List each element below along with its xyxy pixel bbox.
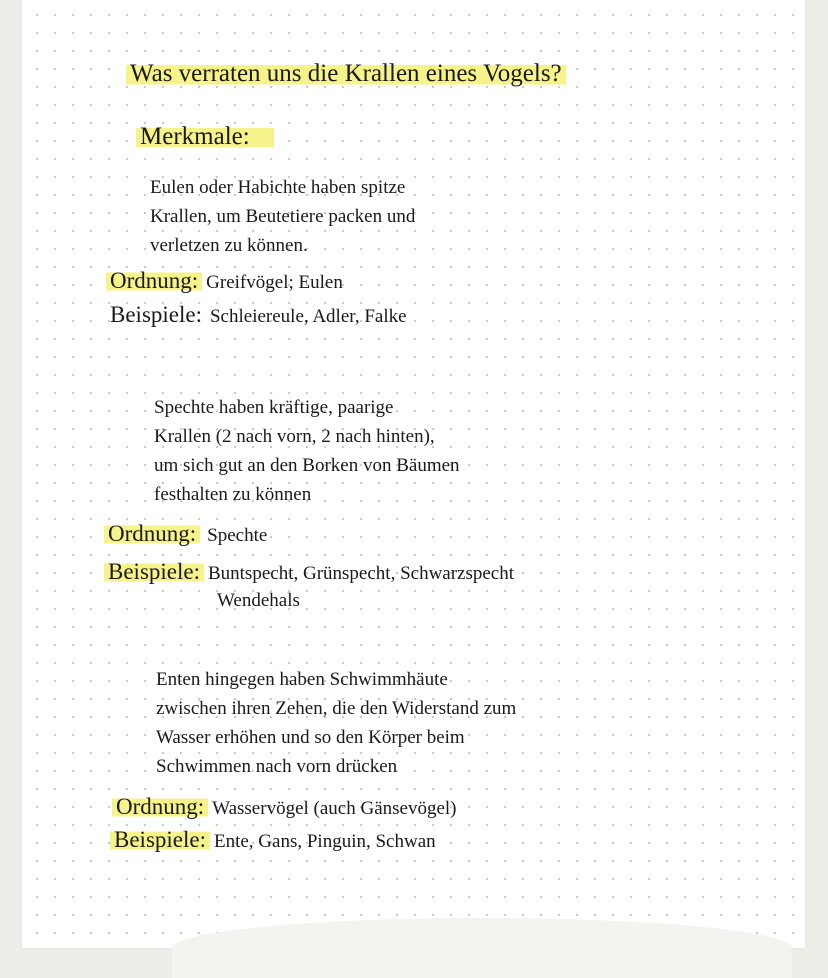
description-line: verletzen zu können.: [150, 235, 308, 256]
beispiele-value: Buntspecht, Grünspecht, Schwarzspecht: [207, 563, 515, 584]
beispiele-label: Beispiele:: [110, 302, 202, 327]
ordnung-label: Ordnung:: [112, 794, 208, 819]
beispiele-value: Ente, Gans, Pinguin, Schwan: [213, 831, 436, 852]
heading-highlight: Merkmale:: [136, 123, 274, 150]
description-line: Krallen (2 nach vorn, 2 nach hinten),: [154, 426, 435, 447]
group-3-ordnung-row: [112, 794, 457, 820]
beispiele-value: Schleiereule, Adler, Falke: [209, 306, 407, 327]
beispiele-label: Beispiele:: [104, 559, 204, 584]
ordnung-value: Wasservögel (auch Gänsevögel): [212, 798, 457, 819]
note-page: [22, 0, 805, 948]
ordnung-value: Greifvögel; Eulen: [206, 272, 343, 293]
description-line: zwischen ihren Zehen, die den Widerstand zum: [156, 698, 517, 719]
description-line: Eulen oder Habichte haben spitze: [150, 177, 406, 198]
group-3-description: [156, 665, 516, 781]
description-line: festhalten zu können: [154, 484, 312, 505]
ordnung-label: Ordnung:: [104, 521, 200, 546]
group-2-ordnung-row: [104, 521, 267, 547]
description-line: Enten hingegen haben Schwimmhäute: [156, 669, 448, 690]
ordnung-value: Spechte: [207, 525, 268, 546]
section-heading: [136, 123, 274, 151]
description-line: um sich gut an den Borken von Bäumen: [154, 455, 460, 476]
description-line: Krallen, um Beutetiere packen und: [150, 206, 416, 227]
group-1-ordnung-row: [106, 268, 343, 294]
group-2-description: [154, 393, 460, 509]
description-line: Wasser erhöhen und so den Körper beim: [156, 727, 465, 748]
group-2-beispiele-continuation: Wendehals: [217, 590, 300, 611]
group-1-description: [150, 173, 415, 260]
description-line: Schwimmen nach vorn drücken: [156, 756, 398, 777]
beispiele-label: Beispiele:: [110, 827, 210, 852]
group-1-beispiele-row: [106, 302, 407, 328]
group-2-beispiele-row: [104, 559, 514, 585]
title-highlight: Was verraten uns die Krallen eines Vogels?: [126, 60, 566, 87]
description-line: Spechte haben kräftige, paarige: [154, 397, 394, 418]
ordnung-label: Ordnung:: [106, 268, 202, 293]
page-title: [126, 60, 566, 88]
group-3-beispiele-row: [110, 827, 436, 853]
page-bottom-shade: [172, 918, 792, 978]
